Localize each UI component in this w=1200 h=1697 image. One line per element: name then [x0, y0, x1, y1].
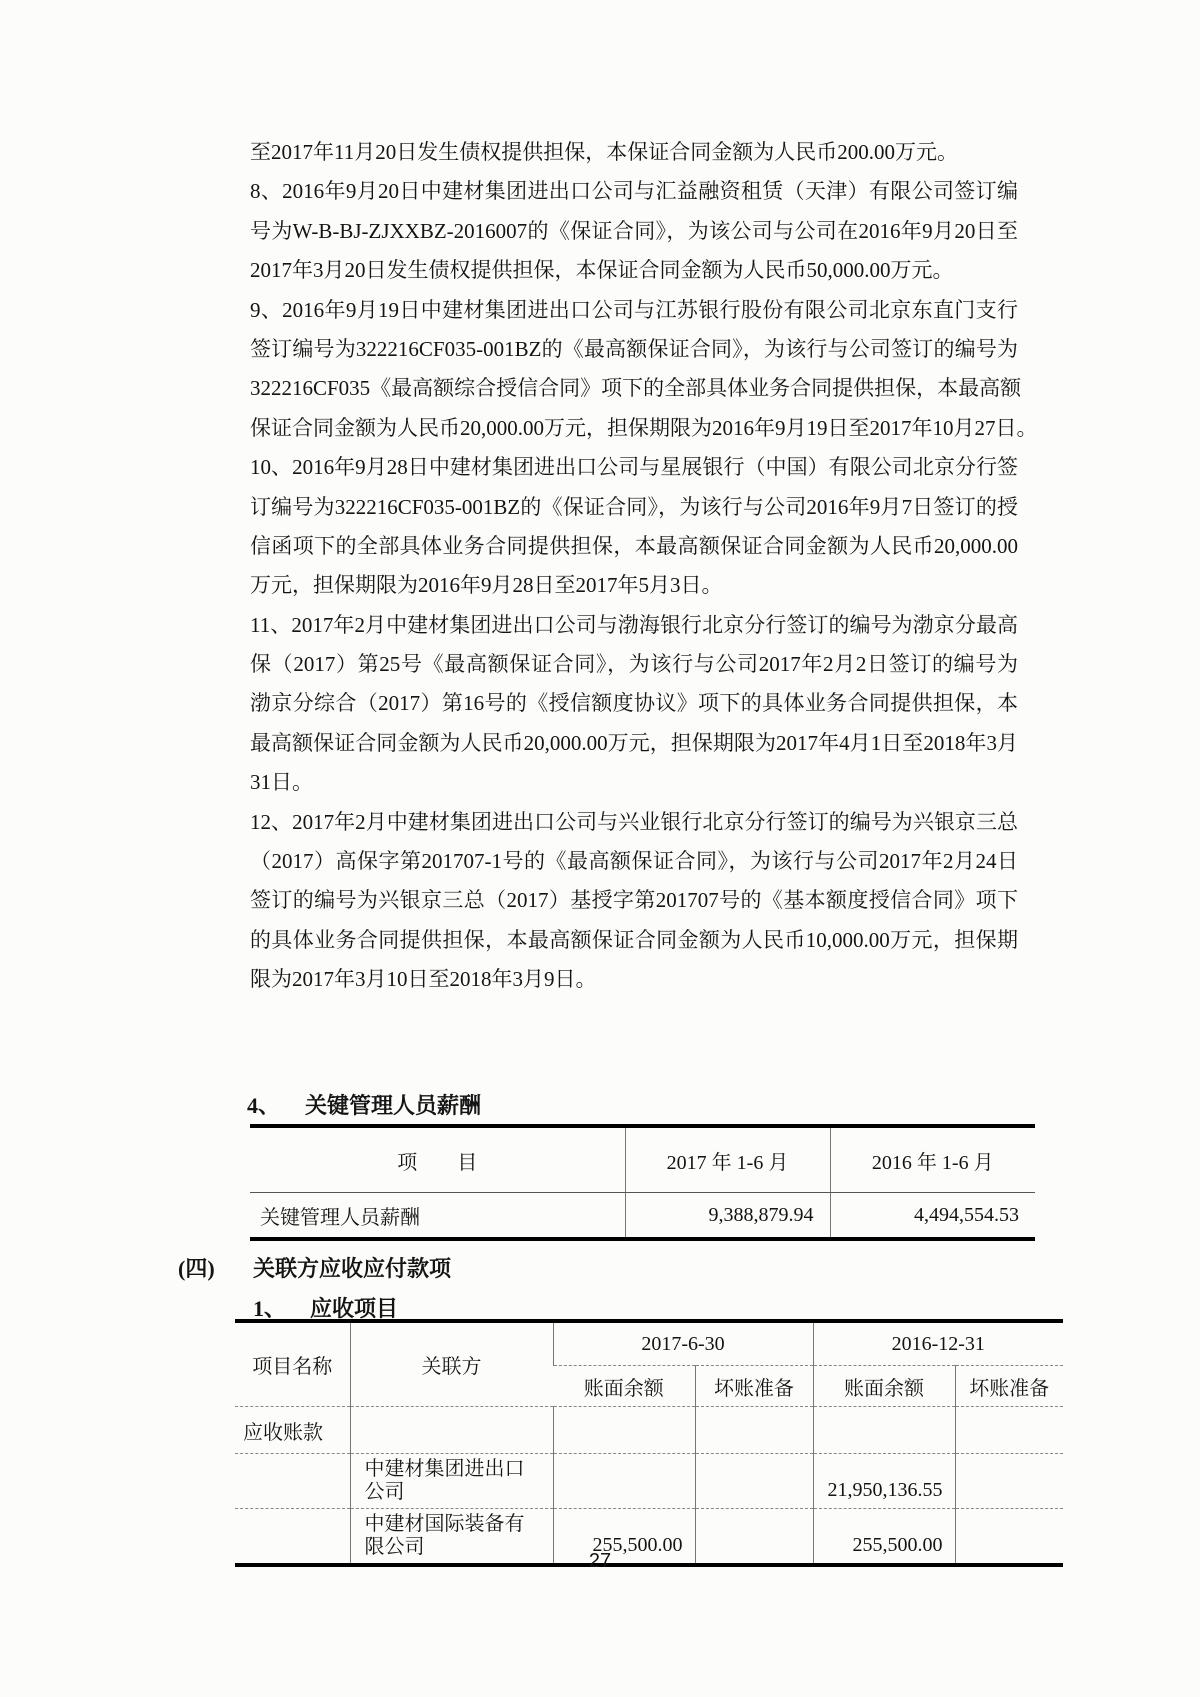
sectionSi-heading — [178, 1256, 451, 1282]
section4-heading — [247, 1093, 481, 1119]
row-balance-2017 — [553, 1454, 695, 1509]
body-line: 12、2017年2月中建材集团进出口公司与兴业银行北京分行签订的编号为兴银京三总 — [250, 809, 1018, 834]
body-line: 限为2017年3月10日至2018年3月9日。 — [250, 967, 597, 992]
table-row — [235, 1407, 1063, 1454]
body-line: 签订的编号为兴银京三总（2017）基授字第201707号的《基本额度授信合同》项下 — [250, 888, 1018, 913]
table-row — [235, 1454, 1063, 1509]
section4-number: 4、 — [247, 1093, 281, 1118]
body-line: 8、2016年9月20日中建材集团进出口公司与汇益融资租赁（天津）有限公司签订编 — [250, 179, 1018, 204]
row-badDebt-2017 — [695, 1454, 813, 1509]
receivables-subheading-number: 1、 — [253, 1296, 287, 1321]
row-badDebt-2016 — [955, 1454, 1063, 1509]
row-badDebt-2017 — [695, 1407, 813, 1454]
body-line: 10、2016年9月28日中建材集团进出口公司与星展银行（中国）有限公司北京分行签 — [250, 455, 1018, 480]
receivables-table — [235, 1319, 1063, 1567]
row-balance-2016: 21,950,136.55 — [813, 1454, 955, 1509]
body-line: 渤京分综合（2017）第16号的《授信额度协议》项下的具体业务合同提供担保，本 — [250, 691, 1018, 716]
body-line: 11、2017年2月中建材集团进出口公司与渤海银行北京分行签订的编号为渤京分最高 — [250, 612, 1018, 637]
body-line: 2017年3月20日发生债权提供担保，本保证合同金额为人民币50,000.00万元。 — [250, 258, 954, 283]
header-date-2017: 2017-6-30 — [553, 1321, 813, 1366]
receivables-header-group-row — [235, 1321, 1063, 1366]
row-item: 应收账款 — [235, 1407, 350, 1454]
row-balance-2016: 255,500.00 — [813, 1509, 955, 1566]
row-party — [350, 1407, 553, 1454]
header-item-name: 项目名称 — [235, 1321, 350, 1407]
header-2016: 2016 年 1-6 月 — [830, 1126, 1035, 1193]
header-date-2016: 2016-12-31 — [813, 1321, 1063, 1366]
header-badDebt-2016: 坏账准备 — [955, 1366, 1063, 1407]
sectionSi-title: 关联方应收应付款项 — [253, 1256, 452, 1281]
body-line: 号为W-B-BJ-ZJXXBZ-2016007的《保证合同》，为该公司与公司在2016年9月20日至 — [250, 218, 1018, 243]
body-line: 签订编号为322216CF035-001BZ的《最高额保证合同》，为该行与公司签订的编号为 — [250, 336, 1018, 361]
row-party: 中建材集团进出口公司 — [350, 1454, 553, 1509]
body-line: 信函项下的全部具体业务合同提供担保，本最高额保证合同金额为人民币20,000.00 — [250, 533, 1018, 558]
body-line: 9、2016年9月19日中建材集团进出口公司与江苏银行股份有限公司北京东直门支行 — [250, 297, 1018, 322]
body-line: 31日。 — [250, 770, 313, 795]
body-line: 保（2017）第25号《最高额保证合同》，为该行与公司2017年2月2日签订的编号为 — [250, 652, 1018, 677]
body-paragraphs — [250, 133, 1038, 1000]
body-line: 至2017年11月20日发生债权提供担保，本保证合同金额为人民币200.00万元。 — [250, 140, 958, 164]
header-item: 项 目 — [250, 1126, 625, 1193]
page-number: 27 — [588, 1550, 612, 1572]
compensation-table-row — [250, 1193, 1035, 1240]
header-balance-2017: 账面余额 — [553, 1366, 695, 1407]
body-line: 322216CF035《最高额综合授信合同》项下的全部具体业务合同提供担保，本最高额 — [250, 376, 1022, 401]
header-related-party: 关联方 — [350, 1321, 553, 1407]
row-balance-2017: 255,500.00 — [553, 1509, 695, 1566]
row-balance-2016 — [813, 1407, 955, 1454]
row-value-2017: 9,388,879.94 — [625, 1193, 830, 1240]
row-label: 关键管理人员薪酬 — [260, 1206, 420, 1229]
body-line: 保证合同金额为人民币20,000.00万元，担保期限为2016年9月19日至2017年10月27日。 — [250, 415, 1038, 440]
body-line: 的具体业务合同提供担保，本最高额保证合同金额为人民币10,000.00万元，担保期 — [250, 927, 1018, 952]
body-line: （2017）高保字第201707-1号的《最高额保证合同》，为该行与公司2017年2月24日 — [250, 849, 1018, 874]
row-balance-2017 — [553, 1407, 695, 1454]
row-value-2016: 4,494,554.53 — [830, 1193, 1035, 1240]
row-party: 中建材国际装备有限公司 — [350, 1509, 553, 1566]
body-line: 订编号为322216CF035-001BZ的《保证合同》，为该行与公司2016年9月7日签订的授 — [250, 494, 1018, 519]
receivables-subheading-title: 应收项目 — [310, 1296, 399, 1321]
header-badDebt-2017: 坏账准备 — [695, 1366, 813, 1407]
body-line: 万元，担保期限为2016年9月28日至2017年5月3日。 — [250, 573, 723, 598]
header-balance-2016: 账面余额 — [813, 1366, 955, 1407]
compensation-table-header-row — [250, 1126, 1035, 1193]
body-line: 最高额保证合同金额为人民币20,000.00万元，担保期限为2017年4月1日至2018年3月 — [250, 730, 1018, 755]
row-badDebt-2016 — [955, 1407, 1063, 1454]
sectionSi-number: (四) — [178, 1256, 215, 1281]
section4-title: 关键管理人员薪酬 — [305, 1093, 482, 1118]
header-2017: 2017 年 1-6 月 — [625, 1126, 830, 1193]
row-item — [235, 1454, 350, 1509]
compensation-table — [250, 1124, 1035, 1241]
